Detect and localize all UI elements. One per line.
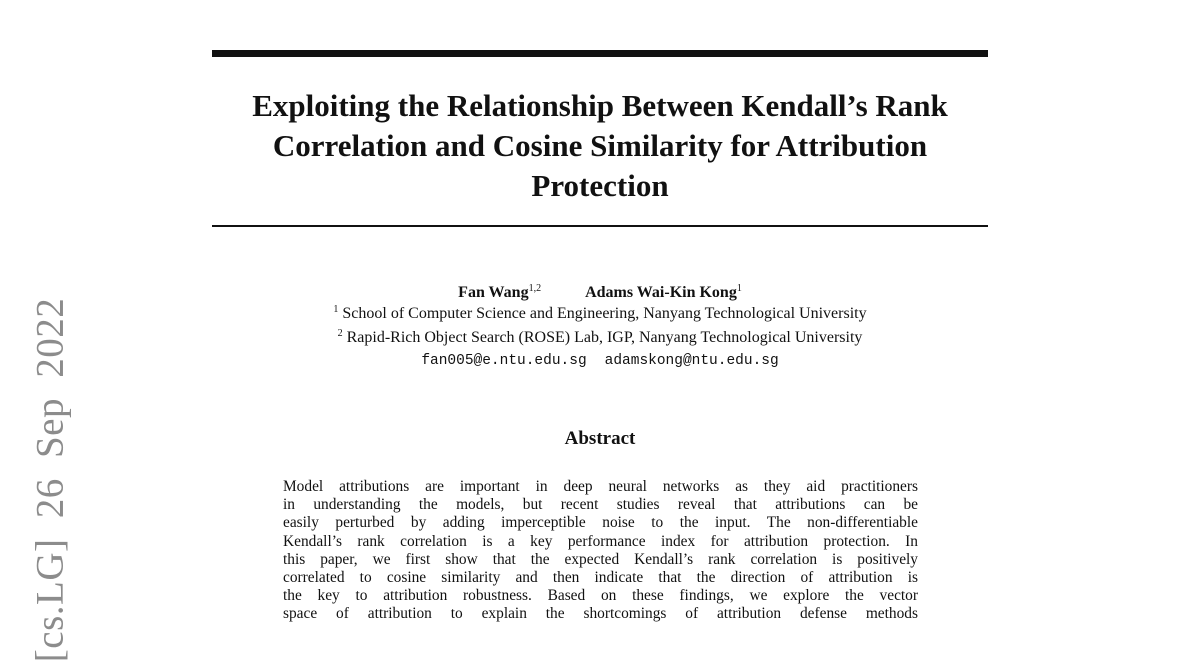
author-list [212,283,988,303]
author-emails [212,351,988,371]
affiliation-mark: 1 [333,304,339,315]
affiliation-2 [212,328,988,348]
author-name: Fan Wang [458,284,529,301]
paper-title [212,86,988,206]
affiliation-mark: 2 [337,328,343,339]
author-fan-wang [458,284,541,301]
affiliation-text: School of Computer Science and Engineering, Nanyang Technological University [342,305,867,322]
abstract-heading: Abstract [564,428,636,449]
affiliation-marks: 1 [736,283,742,294]
abstract-line: the key to attribution robustness. Based on these findings, we explore the vector [283,587,918,605]
abstract-line: easily perturbed by adding imperceptible noise to the input. The non-differentiable [283,514,918,532]
title-top-rule [212,50,988,57]
abstract-line: space of attribution to explain the shortcomings of attribution defense methods [283,605,918,623]
title-line: Correlation and Cosine Similarity for Attribution [272,128,928,163]
abstract-line: Kendall’s rank correlation is a key performance index for attribution protection. In [283,532,918,550]
abstract-line: Model attributions are important in deep neural networks as they aid practitioners [283,478,918,495]
email-fan-wang[interactable]: fan005@e.ntu.edu.sg [421,353,587,369]
email-adams-kong[interactable]: adamskong@ntu.edu.sg [604,353,779,369]
title-bottom-rule [212,225,988,227]
author-adams-kong [585,284,742,301]
affiliation-text: Rapid-Rich Object Search (ROSE) Lab, IGP, Nanyang Technological University [346,329,863,346]
abstract-line: in understanding the models, but recent studies reveal that attributions can be [283,496,918,514]
title-line: Protection [531,168,669,203]
abstract-line: this paper, we first show that the expected Kendall’s rank correlation is positively [283,550,918,568]
author-name: Adams Wai-Kin Kong [585,284,737,301]
arxiv-side-stamp: [cs.LG] 26 Sep 2022 [28,297,72,662]
abstract-line: correlated to cosine similarity and then indicate that the direction of attribution is [283,569,918,587]
affiliation-marks: 1,2 [528,283,542,294]
abstract-body [283,478,918,624]
affiliation-1 [212,304,988,324]
title-line: Exploiting the Relationship Between Kendall’s Rank [252,88,948,123]
